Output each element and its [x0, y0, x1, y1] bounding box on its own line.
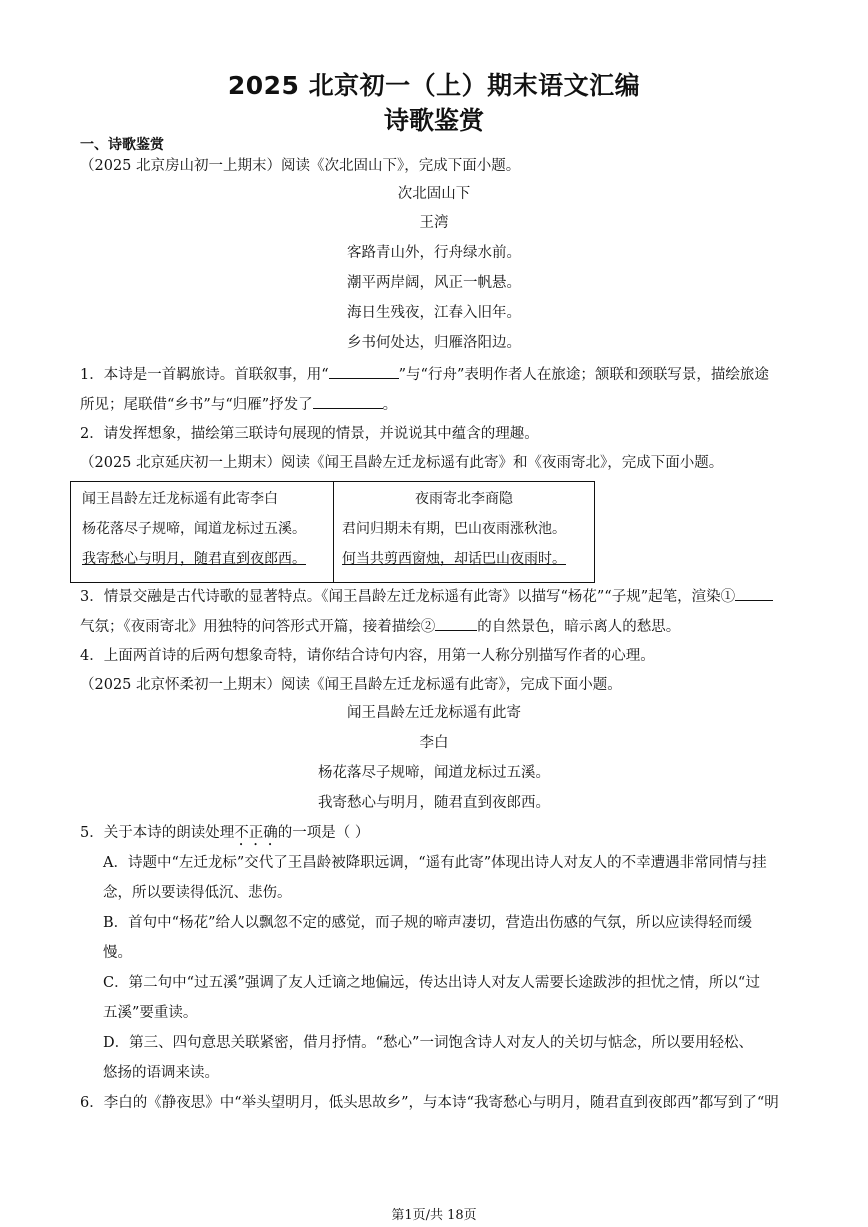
- question-3-part-a: 3．情景交融是古代诗歌的显著特点。《闻王昌龄左迁龙标遥有此寄》以描写“杨花”“子规”起笔，渲染①: [80, 589, 736, 605]
- poem-right-line-2: 何当共剪西窗烛，却话巴山夜雨时。: [342, 551, 566, 567]
- poem1-line-2: 潮平两岸阔，风正一帆悬。: [347, 275, 521, 291]
- option-c-line-2[interactable]: 五溪”要重读。: [103, 1005, 198, 1021]
- option-b-line-2[interactable]: 慢。: [103, 945, 132, 961]
- question-5-part-a: 5．关于本诗的朗读处理: [80, 825, 235, 841]
- poem-cell-right: [334, 482, 595, 583]
- group3-intro: （2025 北京怀柔初一上期末）阅读《闻王昌龄左迁龙标遥有此寄》，完成下面小题。: [80, 677, 622, 693]
- question-6: 6．李白的《静夜思》中“举头望明月，低头思故乡”，与本诗“我寄愁心与明月，随君直到夜郎西”都写到了“明: [80, 1095, 779, 1111]
- option-b-line-1[interactable]: B．首句中“杨花”给人以飘忽不定的感觉，而子规的啼声凄切，营造出伤感的气氛，所以应读得轻而缓: [103, 915, 752, 931]
- poem3-author: 李白: [419, 735, 449, 751]
- answer-blank[interactable]: [329, 364, 399, 379]
- poem1-line-4: 乡书何处达，归雁洛阳边。: [347, 335, 521, 351]
- option-d-line-2[interactable]: 悠扬的语调来读。: [103, 1065, 219, 1081]
- option-a-line-2[interactable]: 念，所以要读得低沉、悲伤。: [103, 885, 292, 901]
- document-title: 2025 北京初一（上）期末语文汇编: [227, 71, 641, 100]
- document-subtitle: 诗歌鉴赏: [383, 106, 484, 135]
- question-2: 2．请发挥想象，描绘第三联诗句展现的情景，并说说其中蕴含的理趣。: [80, 426, 539, 442]
- question-5-part-b: 的一项是（ ）: [277, 825, 370, 841]
- group1-intro: （2025 北京房山初一上期末）阅读《次北固山下》，完成下面小题。: [80, 158, 521, 174]
- question-1-part-b: ”与“行舟”表明作者人在旅途；颔联和颈联写景，描绘旅途: [398, 367, 769, 383]
- question-3-part-b: 气氛；《夜雨寄北》用独特的问答形式开篇，接着描绘②: [80, 619, 436, 635]
- question-5-emphasis: 不正确: [234, 825, 278, 841]
- question-5: [80, 823, 369, 849]
- question-1-part-a: 1．本诗是一首羁旅诗。首联叙事，用“: [80, 367, 329, 383]
- option-c-line-1[interactable]: C．第二句中“过五溪”强调了友人迁谪之地偏远，传达出诗人对友人需要长途跋涉的担忧之情，所以“过: [103, 975, 760, 991]
- poem-right-line-1: 君问归期未有期，巴山夜雨涨秋池。: [342, 521, 566, 537]
- page-number: 第1页/共 18页: [391, 1208, 477, 1223]
- answer-blank[interactable]: [435, 616, 477, 631]
- poem1-line-1: 客路青山外，行舟绿水前。: [347, 245, 521, 261]
- answer-blank[interactable]: [313, 394, 383, 409]
- option-a-line-1[interactable]: A．诗题中“左迁龙标”交代了王昌龄被降职远调，“遥有此寄”体现出诗人对友人的不幸遭遇非常同情与挂: [103, 855, 767, 871]
- section-heading: 一、诗歌鉴赏: [80, 137, 164, 153]
- poem-left-line-2: 我寄愁心与明月，随君直到夜郎西。: [82, 551, 306, 567]
- question-1-part-c: 所见；尾联借“乡书”与“归雁”抒发了: [80, 397, 313, 413]
- poem1-title: 次北固山下: [397, 186, 471, 202]
- poem3-title: 闻王昌龄左迁龙标遥有此寄: [347, 705, 521, 721]
- question-4: 4．上面两首诗的后两句想象奇特，请你结合诗句内容，用第一人称分别描写作者的心理。: [80, 648, 655, 664]
- poems-table: [70, 481, 595, 583]
- poem-cell-left: [71, 482, 334, 583]
- question-3: [80, 586, 773, 607]
- question-1: [80, 364, 769, 385]
- question-1-cont: [80, 394, 397, 415]
- question-3-part-c: 的自然景色，暗示离人的愁思。: [477, 619, 681, 635]
- poem1-line-3: 海日生残夜，江春入旧年。: [347, 305, 521, 321]
- question-3-cont: [80, 616, 680, 637]
- poem-left-title: 闻王昌龄左迁龙标遥有此寄李白: [82, 491, 278, 507]
- answer-blank[interactable]: [735, 586, 773, 601]
- group2-intro: （2025 北京延庆初一上期末）阅读《闻王昌龄左迁龙标遥有此寄》和《夜雨寄北》，完成下面小题。: [80, 455, 724, 471]
- poem3-line-2: 我寄愁心与明月，随君直到夜郎西。: [318, 795, 550, 811]
- poem3-line-1: 杨花落尽子规啼，闻道龙标过五溪。: [318, 765, 550, 781]
- poem1-author: 王湾: [419, 215, 449, 231]
- poem-right-title: 夜雨寄北李商隐: [415, 491, 513, 507]
- option-d-line-1[interactable]: D．第三、四句意思关联紧密，借月抒情。“愁心”一词饱含诗人对友人的关切与惦念，所以要用轻松、: [103, 1035, 753, 1051]
- poem-left-line-1: 杨花落尽子规啼，闻道龙标过五溪。: [82, 521, 306, 537]
- question-1-part-d: 。: [382, 397, 398, 413]
